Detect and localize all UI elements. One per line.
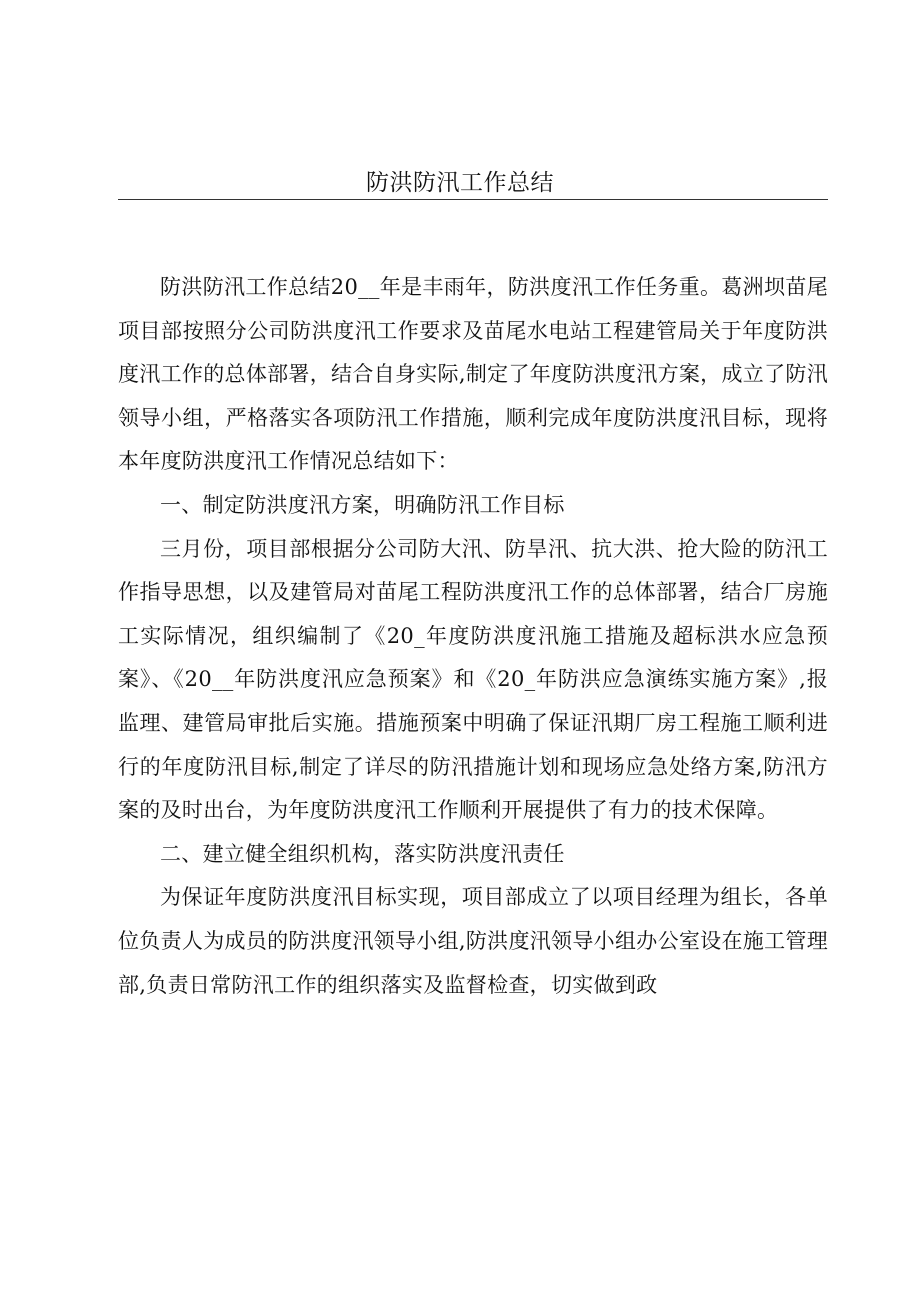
section-heading-1: 一、制定防洪度汛方案，明确防汛工作目标 xyxy=(160,492,565,517)
intro-paragraph: 防洪防汛工作总结20__年是丰雨年，防洪度汛工作任务重。葛洲坝苗尾项目部按照分公司防洪度汛工作要求及苗尾水电站工程建管局关于年度防洪度汛工作的总体部署，结合自身实际,制定了年度防洪度汛方案，成立了防汛领导小组，严格落实各项防汛工作措施，顺利完成年度防洪度汛目标，现将本年度防洪度汛工作情况总结如下： xyxy=(118,275,828,474)
section-1-paragraph: 三月份，项目部根据分公司防大汛、防旱汛、抗大洪、抢大险的防汛工作指导思想，以及建管局对苗尾工程防洪度汛工作的总体部署，结合厂房施工实际情况，组织编制了《20_年度防洪度汛施工措施及超标洪水应急预案》、《20__年防洪度汛应急预案》和《20_年防洪应急演练实施方案》,报监理、建管局审批后实施。措施预案中明确了保证汛期厂房工程施工顺利进行的年度防汛目标,制定了详尽的防汛措施计划和现场应急处络方案,防汛方案的及时出台，为年度防洪度汛工作顺利开展提供了有力的技术保障。 xyxy=(118,536,828,823)
document-body xyxy=(118,266,828,1007)
document-title: 防洪防汛工作总结 xyxy=(366,170,554,196)
section-2-paragraph: 为保证年度防洪度汛目标实现，项目部成立了以项目经理为组长，各单位负责人为成员的防洪度汛领导小组,防洪度汛领导小组办公室设在施工管理部,负责日常防汛工作的组织落实及监督检查，切实做到政 xyxy=(118,885,828,997)
section-heading-2: 二、建立健全组织机构，落实防洪度汛责任 xyxy=(160,841,565,866)
header-divider xyxy=(118,199,828,200)
